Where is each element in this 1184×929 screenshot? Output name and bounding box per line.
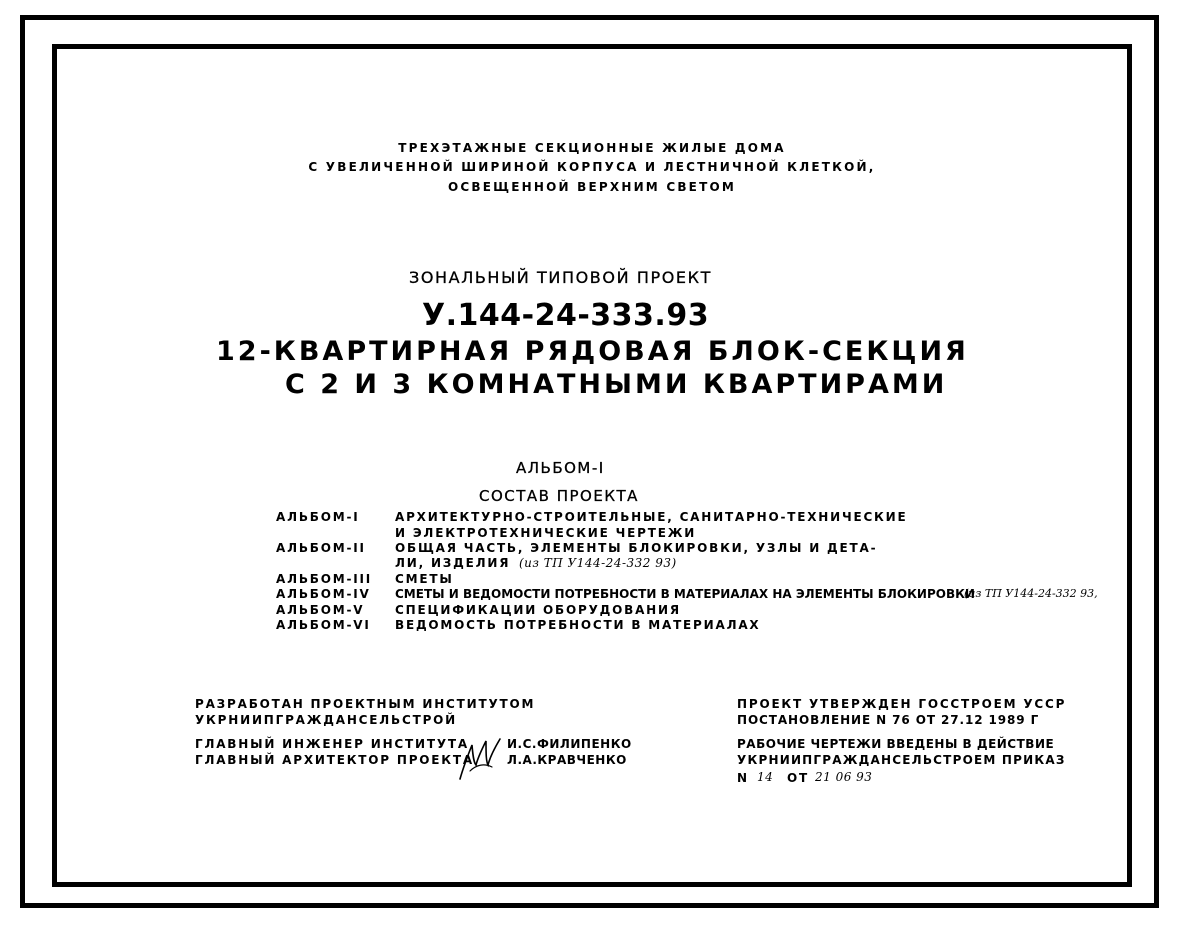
name-chief-engineer: И.С.ФИЛИПЕНКО xyxy=(507,737,632,751)
approval-line-2: ПОСТАНОВЛЕНИЕ N 76 ОТ 27.12 1989 Г xyxy=(737,713,1040,727)
composition-title: СОСТАВ ПРОЕКТА xyxy=(479,487,639,505)
role-chief-engineer: ГЛАВНЫЙ ИНЖЕНЕР ИНСТИТУТА xyxy=(195,737,469,751)
project-type: ЗОНАЛЬНЫЙ ТИПОВОЙ ПРОЕКТ xyxy=(409,268,712,287)
project-title-line-1: 12-КВАРТИРНАЯ РЯДОВАЯ БЛОК-СЕКЦИЯ xyxy=(216,336,969,367)
album-item-text: СПЕЦИФИКАЦИИ ОБОРУДОВАНИЯ xyxy=(395,603,681,617)
album-item-text: СМЕТЫ И ВЕДОМОСТИ ПОТРЕБНОСТИ В МАТЕРИАЛАХ НА ЭЛЕМЕНТЫ БЛОКИРОВКИ xyxy=(395,587,975,601)
signature xyxy=(456,735,504,783)
order-number: 14 xyxy=(757,770,774,784)
enactment-line-1: РАБОЧИЕ ЧЕРТЕЖИ ВВЕДЕНЫ В ДЕЙСТВИЕ xyxy=(737,737,1055,751)
album-item-text: СМЕТЫ xyxy=(395,572,454,586)
approval-line-1: ПРОЕКТ УТВЕРЖДЕН ГОССТРОЕМ УССР xyxy=(737,697,1067,711)
album-item-label: АЛЬБОМ-II xyxy=(276,541,366,555)
album-item-text: ЛИ, ИЗДЕЛИЯ xyxy=(395,556,511,570)
album-item-text: И ЭЛЕКТРОТЕХНИЧЕСКИЕ ЧЕРТЕЖИ xyxy=(395,526,697,540)
header-line-3: ОСВЕЩЕННОЙ ВЕРХНИМ СВЕТОМ xyxy=(447,180,737,194)
header-line-2: С УВЕЛИЧЕННОЙ ШИРИНОЙ КОРПУСА И ЛЕСТНИЧНОЙ КЛЕТКОЙ, xyxy=(308,160,876,174)
album-item-note: (из ТП У144-24-332 93) xyxy=(519,556,677,570)
project-title-line-2: С 2 И 3 КОМНАТНЫМИ КВАРТИРАМИ xyxy=(285,369,948,400)
name-chief-architect: Л.А.КРАВЧЕНКО xyxy=(507,753,627,767)
album-item-label: АЛЬБОМ-I xyxy=(276,510,360,524)
role-chief-architect: ГЛАВНЫЙ АРХИТЕКТОР ПРОЕКТА xyxy=(195,753,474,767)
project-code: У.144-24-333.93 xyxy=(422,298,710,333)
album-item-label: АЛЬБОМ-VI xyxy=(276,618,371,632)
order-label: N xyxy=(737,771,749,785)
developer-line-2: УКРНИИПГРАЖДАНСЕЛЬСТРОЙ xyxy=(195,713,458,727)
album-item-label: АЛЬБОМ-III xyxy=(276,572,373,586)
album-item-label: АЛЬБОМ-V xyxy=(276,603,365,617)
order-date: 21 06 93 xyxy=(815,770,873,784)
developer-line-1: РАЗРАБОТАН ПРОЕКТНЫМ ИНСТИТУТОМ xyxy=(195,697,536,711)
album-label: АЛЬБОМ-I xyxy=(516,459,605,477)
album-item-text: АРХИТЕКТУРНО-СТРОИТЕЛЬНЫЕ, САНИТАРНО-ТЕХНИЧЕСКИЕ xyxy=(395,510,908,524)
header-line-1: ТРЕХЭТАЖНЫЕ СЕКЦИОННЫЕ ЖИЛЫЕ ДОМА xyxy=(398,141,786,155)
enactment-line-2: УКРНИИПГРАЖДАНСЕЛЬСТРОЕМ ПРИКАЗ xyxy=(737,753,1066,767)
album-item-note: (из ТП У144-24-332 93, xyxy=(964,587,1098,600)
order-from: ОТ xyxy=(787,771,809,785)
album-item-label: АЛЬБОМ-IV xyxy=(276,587,371,601)
album-item-text: ОБЩАЯ ЧАСТЬ, ЭЛЕМЕНТЫ БЛОКИРОВКИ, УЗЛЫ И ДЕТА- xyxy=(395,541,878,555)
album-item-text: ВЕДОМОСТЬ ПОТРЕБНОСТИ В МАТЕРИАЛАХ xyxy=(395,618,761,632)
